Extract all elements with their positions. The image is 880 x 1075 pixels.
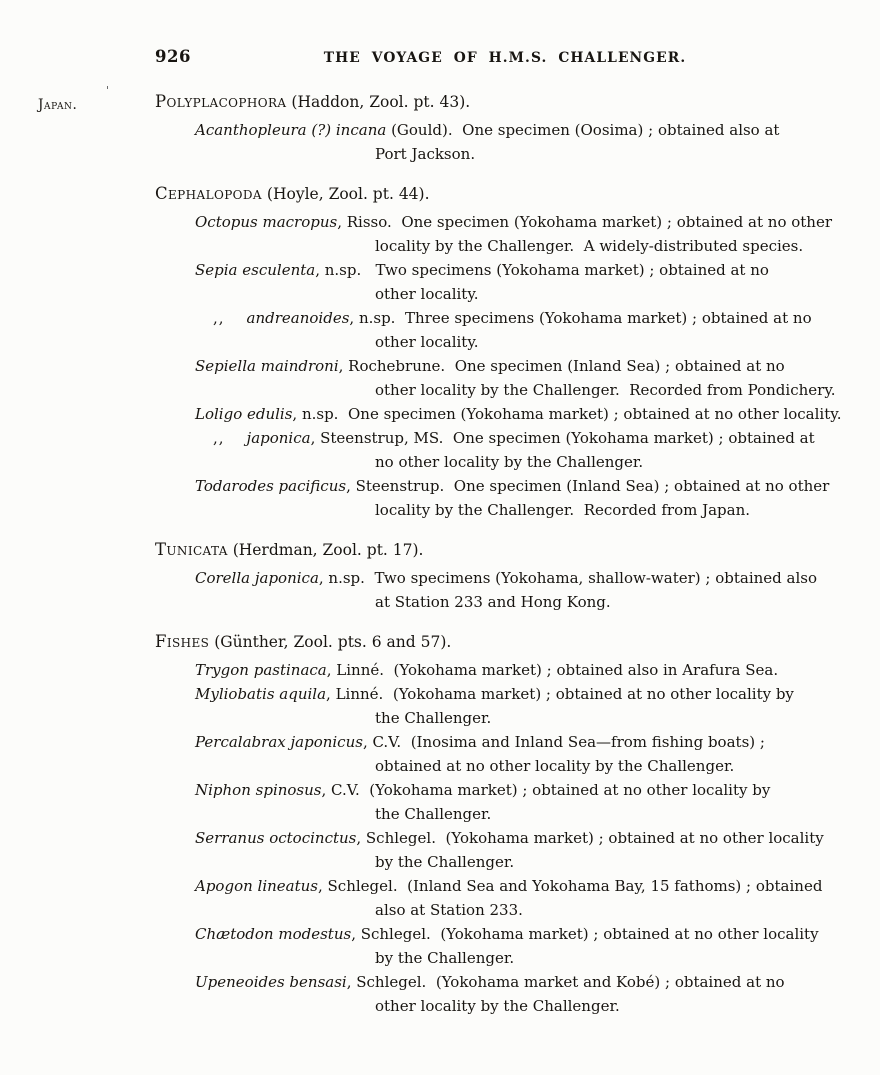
entry-description: , n.sp. Two specimens (Yokohama market) ; obtained at no: [315, 261, 769, 279]
entry-description: , Schlegel. (Yokohama market) ; obtained at no other locality: [351, 925, 819, 943]
species-entry: [155, 922, 855, 970]
species-name: Trygon pastinaca: [195, 661, 327, 679]
species-name: japonica: [246, 429, 311, 447]
entry-description: , n.sp. One specimen (Yokohama market) ; obtained at no other locality.: [292, 405, 842, 423]
species-name: Apogon lineatus: [195, 877, 318, 895]
section-citation: (Herdman, Zool. pt. 17).: [227, 541, 424, 559]
page-number: 926: [155, 47, 191, 66]
species-entry: [155, 566, 855, 614]
entry-first-line: [155, 658, 855, 682]
species-name: Corella japonica: [195, 569, 319, 587]
entry-continuation-line: locality by the Challenger. Recorded from Japan.: [375, 501, 751, 519]
section-heading: [155, 182, 855, 206]
section-heading: [155, 538, 855, 562]
entry-first-line: [155, 682, 855, 706]
entry-description: , n.sp. Two specimens (Yokohama, shallow-water) ; obtained also: [318, 569, 817, 587]
entry-description: , C.V. (Yokohama market) ; obtained at no other locality by: [321, 781, 771, 799]
entry-first-line: [155, 258, 855, 282]
species-entry: [155, 354, 855, 402]
species-section: [155, 90, 855, 166]
species-name: Serranus octocinctus: [195, 829, 357, 847]
sections: [155, 90, 855, 1018]
entry-first-line: [155, 118, 855, 142]
species-entry: [155, 778, 855, 826]
entry-description: , Schlegel. (Inland Sea and Yokohama Bay, 15 fathoms) ; obtained: [318, 877, 823, 895]
entry-continuation-line: the Challenger.: [375, 709, 492, 727]
running-title: THE VOYAGE OF H.M.S. CHALLENGER.: [323, 50, 687, 66]
section-heading: [155, 90, 855, 114]
margin-note: Japan.: [38, 97, 78, 113]
species-name: Octopus macropus: [195, 213, 338, 231]
species-entry: [155, 970, 855, 1018]
entry-description: , n.sp. Three specimens (Yokohama market) ; obtained at no: [349, 309, 812, 327]
entry-continuation-line: Port Jackson.: [375, 145, 476, 163]
species-section: [155, 538, 855, 614]
entry-description: , Schlegel. (Yokohama market) ; obtained at no other locality: [356, 829, 824, 847]
species-entry: [155, 402, 855, 426]
entry-continuation-line: the Challenger.: [375, 805, 492, 823]
species-entry: [155, 826, 855, 874]
species-entry: [155, 682, 855, 730]
section-citation: (Günther, Zool. pts. 6 and 57).: [209, 633, 452, 651]
species-name: andreanoides: [246, 309, 350, 327]
entry-first-line: [155, 970, 855, 994]
species-entry: [155, 306, 855, 354]
entry-description: , Rochebrune. One specimen (Inland Sea) ; obtained at no: [338, 357, 785, 375]
entry-first-line: [155, 566, 855, 590]
section-taxon-name: Tunicata: [155, 540, 228, 559]
entry-continuation-line: locality by the Challenger. A widely-distributed species.: [375, 237, 804, 255]
species-entry: [155, 210, 855, 258]
entry-first-line: [155, 730, 855, 754]
entry-continuation-line: also at Station 233.: [375, 901, 523, 919]
entry-continuation-line: no other locality by the Challenger.: [375, 453, 644, 471]
species-name: Loligo edulis: [195, 405, 293, 423]
species-name: Upeneoides bensasi: [195, 973, 347, 991]
species-name: Acanthopleura (?) incana: [195, 121, 387, 139]
entry-continuation-line: by the Challenger.: [375, 853, 515, 871]
page-header: [155, 46, 855, 70]
species-section: [155, 182, 855, 522]
section-taxon-name: Polyplacophora: [155, 92, 287, 111]
entry-first-line: [155, 306, 855, 330]
species-name: Sepiella maindroni: [195, 357, 339, 375]
section-heading: [155, 630, 855, 654]
entry-first-line: [155, 402, 855, 426]
species-name: Myliobatis aquila: [195, 685, 327, 703]
scan-artifact-mark: ': [106, 84, 110, 97]
species-entry: [155, 258, 855, 306]
entry-first-line: [155, 474, 855, 498]
entry-description: , Linné. (Yokohama market) ; obtained at no other locality by: [326, 685, 794, 703]
entry-continuation-line: other locality by the Challenger. Recorded from Pondichery.: [375, 381, 836, 399]
entry-description: , Schlegel. (Yokohama market and Kobé) ; obtained at no: [346, 973, 785, 991]
section-citation: (Haddon, Zool. pt. 43).: [286, 93, 471, 111]
entry-description: , Risso. One specimen (Yokohama market) ; obtained at no other: [337, 213, 833, 231]
entry-description: , Linné. (Yokohama market) ; obtained also in Arafura Sea.: [326, 661, 779, 679]
entry-description: (Gould). One specimen (Oosima) ; obtained also at: [386, 121, 780, 139]
section-taxon-name: Cephalopoda: [155, 184, 262, 203]
entry-description: , C.V. (Inosima and Inland Sea—from fishing boats) ;: [362, 733, 765, 751]
species-name: Chætodon modestus: [195, 925, 352, 943]
entry-first-line: [155, 354, 855, 378]
entry-continuation-line: other locality by the Challenger.: [375, 997, 620, 1015]
entry-continuation-line: other locality.: [375, 333, 479, 351]
species-section: [155, 630, 855, 1018]
entry-description: , Steenstrup, MS. One specimen (Yokohama market) ; obtained at: [310, 429, 815, 447]
entry-first-line: [155, 210, 855, 234]
species-name: Niphon spinosus: [195, 781, 322, 799]
ditto-mark: ,,: [213, 429, 225, 447]
section-citation: (Hoyle, Zool. pt. 44).: [262, 185, 430, 203]
species-name: Todarodes pacificus: [195, 477, 347, 495]
species-entry: [155, 730, 855, 778]
entry-first-line: [155, 874, 855, 898]
ditto-mark: ,,: [213, 309, 225, 327]
entry-first-line: [155, 426, 855, 450]
entry-continuation-line: other locality.: [375, 285, 479, 303]
species-entry: [155, 426, 855, 474]
species-entry: [155, 474, 855, 522]
species-entry: [155, 874, 855, 922]
entry-first-line: [155, 826, 855, 850]
species-entry: [155, 118, 855, 166]
entry-continuation-line: at Station 233 and Hong Kong.: [375, 593, 611, 611]
entry-continuation-line: by the Challenger.: [375, 949, 515, 967]
entry-continuation-line: obtained at no other locality by the Challenger.: [375, 757, 735, 775]
section-taxon-name: Fishes: [155, 632, 210, 651]
species-name: Sepia esculenta: [195, 261, 316, 279]
species-entry: [155, 658, 855, 682]
entry-description: , Steenstrup. One specimen (Inland Sea) ; obtained at no other: [346, 477, 830, 495]
entry-first-line: [155, 922, 855, 946]
entry-first-line: [155, 778, 855, 802]
species-name: Percalabrax japonicus: [195, 733, 363, 751]
